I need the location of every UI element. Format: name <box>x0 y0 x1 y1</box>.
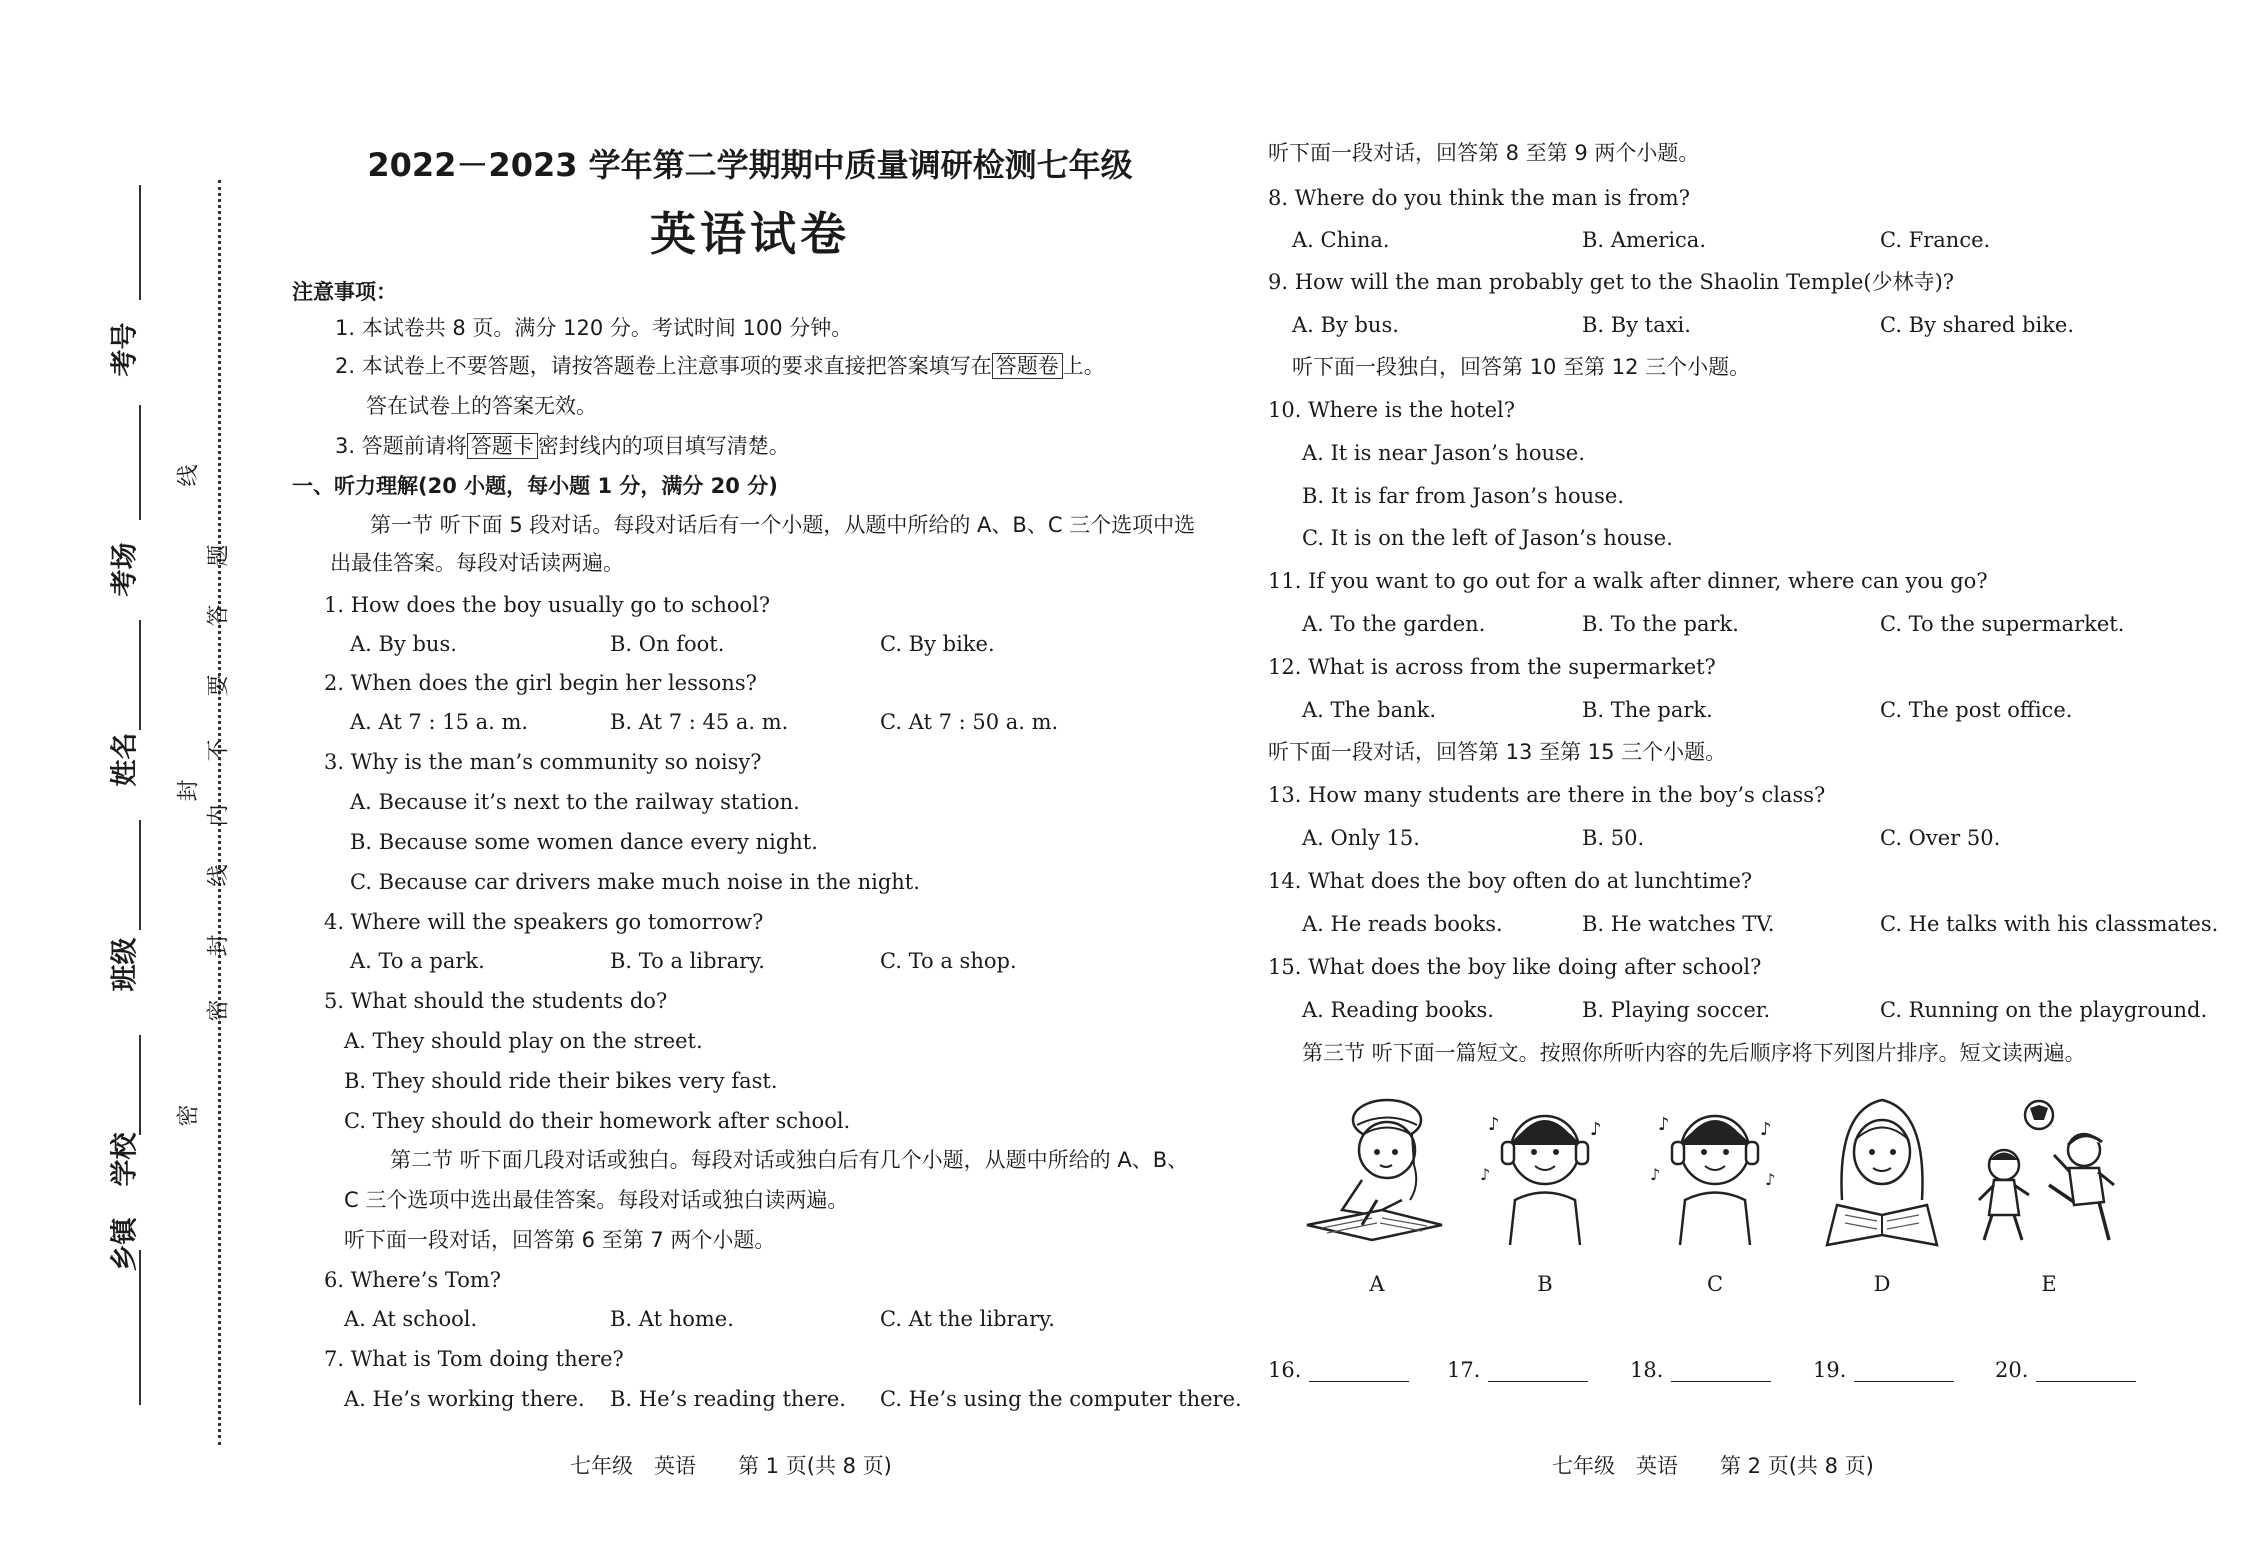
option[interactable]: A. At 7 : 15 a. m. <box>350 710 529 734</box>
option[interactable]: A. To a park. <box>350 949 485 973</box>
option[interactable]: B. By taxi. <box>1582 313 1691 337</box>
blank-number: 17. <box>1447 1358 1481 1382</box>
dialog-instruction: 听下面一段对话，回答第 6 至第 7 两个小题。 <box>344 1228 776 1252</box>
question-14: 14. What does the boy often do at lunchtime? <box>1268 869 1753 893</box>
option[interactable]: C. By shared bike. <box>1880 313 2075 337</box>
svg-text:♪: ♪ <box>1488 1114 1500 1135</box>
option[interactable]: A. He’s working there. <box>344 1387 585 1411</box>
option[interactable]: B. He’s reading there. <box>610 1387 846 1411</box>
option[interactable]: C. He’s using the computer there. <box>880 1387 1242 1411</box>
svg-text:♪: ♪ <box>1658 1114 1670 1135</box>
exam-page-1 <box>280 0 1242 1564</box>
svg-text:♪: ♪ <box>1480 1165 1491 1184</box>
field-label-school: 学校 <box>109 1132 141 1187</box>
option[interactable]: A. It is near Jason’s house. <box>1302 441 1585 465</box>
seal-char: 密 <box>206 999 232 1022</box>
question-15: 15. What does the boy like doing after school? <box>1268 955 1762 979</box>
notice-item-2 <box>335 356 1105 377</box>
option[interactable]: A. Because it’s next to the railway station. <box>350 790 800 814</box>
question-6: 6. Where’s Tom? <box>324 1268 502 1292</box>
option[interactable]: B. He watches TV. <box>1582 912 1775 936</box>
option[interactable]: A. They should play on the street. <box>344 1029 703 1053</box>
picture-label: D <box>1873 1272 1891 1296</box>
answer-blank-18[interactable] <box>1630 1358 1771 1382</box>
answer-blank-16[interactable] <box>1268 1358 1409 1382</box>
notice-item-3 <box>335 436 790 457</box>
svg-text:♪: ♪ <box>1650 1165 1661 1184</box>
option[interactable]: C. Running on the playground. <box>1880 998 2208 1022</box>
question-11: 11. If you want to go out for a walk after dinner, where can you go? <box>1268 569 1988 593</box>
option[interactable]: C. He talks with his classmates. <box>1880 912 2219 936</box>
option[interactable]: B. Because some women dance every night. <box>350 830 818 854</box>
svg-text:♪: ♪ <box>1590 1119 1602 1140</box>
blank-line[interactable] <box>1671 1363 1771 1382</box>
question-9: 9. How will the man probably get to the Shaolin Temple(少林寺)? <box>1268 270 1955 294</box>
monologue-instruction: 听下面一段独白，回答第 10 至第 12 三个小题。 <box>1292 355 1751 379</box>
blank-number: 19. <box>1813 1358 1847 1382</box>
seal-char: 封 <box>176 779 202 802</box>
option[interactable]: C. By bike. <box>880 632 995 656</box>
blank-line[interactable] <box>1854 1363 1954 1382</box>
picture-kids-soccer <box>1974 1090 2124 1250</box>
question-10: 10. Where is the hotel? <box>1268 398 1515 422</box>
picture-label: C <box>1706 1272 1724 1296</box>
notice-heading: 注意事项： <box>292 280 397 304</box>
question-7: 7. What is Tom doing there? <box>324 1347 624 1371</box>
dialog-instruction: 听下面一段对话，回答第 8 至第 9 两个小题。 <box>1268 141 1700 165</box>
option[interactable]: C. To a shop. <box>880 949 1017 973</box>
question-13: 13. How many students are there in the boy’s class? <box>1268 783 1826 807</box>
field-label-town: 乡镇 <box>109 1217 141 1272</box>
question-5: 5. What should the students do? <box>324 989 668 1013</box>
seal-char: 线 <box>176 464 202 487</box>
blank-line[interactable] <box>1488 1363 1588 1382</box>
blank-number: 18. <box>1630 1358 1664 1382</box>
field-label-kaohao: 考号 <box>109 322 141 377</box>
picture-boy-headphones <box>1470 1090 1620 1250</box>
option[interactable]: A. Only 15. <box>1302 826 1420 850</box>
field-line-class[interactable] <box>139 820 141 930</box>
option[interactable]: C. France. <box>1880 228 1991 252</box>
option[interactable]: B. 50. <box>1582 826 1645 850</box>
picture-boy-headphones-2 <box>1640 1090 1790 1250</box>
question-12: 12. What is across from the supermarket? <box>1268 655 1716 679</box>
part2-intro: 第二节 听下面几段对话或独白。每段对话或独白后有几个小题，从题中所给的 A、B、 <box>390 1148 1189 1172</box>
answer-blank-17[interactable] <box>1447 1358 1588 1382</box>
field-line-school[interactable] <box>139 1035 141 1135</box>
option[interactable]: A. To the garden. <box>1302 612 1486 636</box>
option[interactable]: A. By bus. <box>350 632 457 656</box>
option[interactable]: B. To the park. <box>1582 612 1739 636</box>
option[interactable]: C. At 7 : 50 a. m. <box>880 710 1059 734</box>
answer-card-box: 答题卡 <box>467 433 538 459</box>
option[interactable]: C. It is on the left of Jason’s house. <box>1302 526 1673 550</box>
blank-line[interactable] <box>2036 1363 2136 1382</box>
question-8: 8. Where do you think the man is from? <box>1268 186 1690 210</box>
field-label-kaochang: 考场 <box>109 542 141 597</box>
option[interactable]: A. China. <box>1292 228 1390 252</box>
picture-label: E <box>2041 1272 2057 1296</box>
option[interactable]: B. At home. <box>610 1307 734 1331</box>
part2-intro-cont: C 三个选项中选出最佳答案。每段对话或独白读两遍。 <box>344 1188 849 1212</box>
field-label-class: 班级 <box>109 937 141 992</box>
page-footer: 七年级 英语 第 1 页(共 8 页) <box>570 1454 892 1478</box>
option[interactable]: C. Because car drivers make much noise in the night. <box>350 870 920 894</box>
notice-item-2-end: 上。 <box>1062 354 1105 378</box>
svg-text:♪: ♪ <box>1765 1170 1776 1189</box>
field-label-name: 姓名 <box>109 732 141 787</box>
option[interactable]: C. The post office. <box>1880 698 2073 722</box>
answer-blank-20[interactable] <box>1995 1358 2136 1382</box>
option[interactable]: A. At school. <box>344 1307 478 1331</box>
question-4: 4. Where will the speakers go tomorrow? <box>324 910 764 934</box>
notice-item-3-end: 密封线内的项目填写清楚。 <box>537 434 790 458</box>
question-1: 1. How does the boy usually go to school? <box>324 593 771 617</box>
part1-intro-cont: 出最佳答案。每段对话读两遍。 <box>330 551 624 575</box>
dialog-instruction: 听下面一段对话，回答第 13 至第 15 三个小题。 <box>1268 740 1727 764</box>
section-heading-listening: 一、听力理解(20 小题，每小题 1 分，满分 20 分) <box>292 474 778 498</box>
option[interactable]: B. Playing soccer. <box>1582 998 1771 1022</box>
blank-number: 16. <box>1268 1358 1302 1382</box>
option[interactable]: B. The park. <box>1582 698 1713 722</box>
page-footer: 七年级 英语 第 2 页(共 8 页) <box>1552 1454 1874 1478</box>
seal-char: 题 <box>206 544 232 567</box>
field-line-kaochang[interactable] <box>139 405 141 520</box>
binding-margin <box>0 0 240 1564</box>
option[interactable]: A. Reading books. <box>1302 998 1494 1022</box>
picture-label: B <box>1537 1272 1553 1296</box>
seal-char: 封 <box>206 934 232 957</box>
seal-char: 要 <box>206 674 232 697</box>
question-2: 2. When does the girl begin her lessons? <box>324 671 757 695</box>
field-line-town[interactable] <box>139 1250 141 1405</box>
option[interactable]: B. On foot. <box>610 632 725 656</box>
part1-intro: 第一节 听下面 5 段对话。每段对话后有一个小题，从题中所给的 A、B、C 三个选项中选 <box>370 513 1196 537</box>
seal-char: 密 <box>176 1104 202 1127</box>
seal-char: 内 <box>206 804 232 827</box>
blank-number: 20. <box>1995 1358 2029 1382</box>
notice-item-1: 1. 本试卷共 8 页。满分 120 分。考试时间 100 分钟。 <box>335 316 853 340</box>
option[interactable]: A. He reads books. <box>1302 912 1503 936</box>
part3-intro: 第三节 听下面一篇短文。按照你所听内容的先后顺序将下列图片排序。短文读两遍。 <box>1302 1041 2086 1065</box>
question-3: 3. Why is the man’s community so noisy? <box>324 750 762 774</box>
picture-girl-writing <box>1302 1090 1452 1250</box>
option[interactable]: A. By bus. <box>1292 313 1399 337</box>
option[interactable]: C. They should do their homework after school. <box>344 1109 851 1133</box>
seal-char: 不 <box>206 739 232 762</box>
svg-text:♪: ♪ <box>1760 1119 1772 1140</box>
exam-title: 2022－2023 学年第二学期期中质量调研检测七年级 <box>367 146 1133 184</box>
notice-item-2-cont: 答在试卷上的答案无效。 <box>366 394 597 418</box>
picture-label: A <box>1369 1272 1385 1296</box>
notice-item-2-text: 2. 本试卷上不要答题，请按答题卷上注意事项的要求直接把答案填写在 <box>335 354 992 378</box>
picture-girl-reading <box>1807 1090 1957 1250</box>
option[interactable]: C. At the library. <box>880 1307 1055 1331</box>
option[interactable]: B. America. <box>1582 228 1707 252</box>
field-line-name[interactable] <box>139 620 141 730</box>
exam-subtitle: 英语试卷 <box>650 207 850 261</box>
notice-item-3-text: 3. 答题前请将 <box>335 434 467 458</box>
option[interactable]: C. Over 50. <box>1880 826 2001 850</box>
option[interactable]: A. The bank. <box>1302 698 1437 722</box>
field-line-kaohao[interactable] <box>139 185 141 300</box>
blank-line[interactable] <box>1309 1363 1409 1382</box>
option[interactable]: C. To the supermarket. <box>1880 612 2125 636</box>
option[interactable]: B. It is far from Jason’s house. <box>1302 484 1624 508</box>
answer-blank-19[interactable] <box>1813 1358 1954 1382</box>
exam-page-2 <box>1262 0 2222 1564</box>
option[interactable]: B. At 7 : 45 a. m. <box>610 710 789 734</box>
answer-sheet-box: 答题卷 <box>992 353 1063 379</box>
seal-char: 线 <box>206 864 232 887</box>
option[interactable]: B. They should ride their bikes very fast. <box>344 1069 778 1093</box>
seal-char: 答 <box>206 604 232 627</box>
option[interactable]: B. To a library. <box>610 949 765 973</box>
